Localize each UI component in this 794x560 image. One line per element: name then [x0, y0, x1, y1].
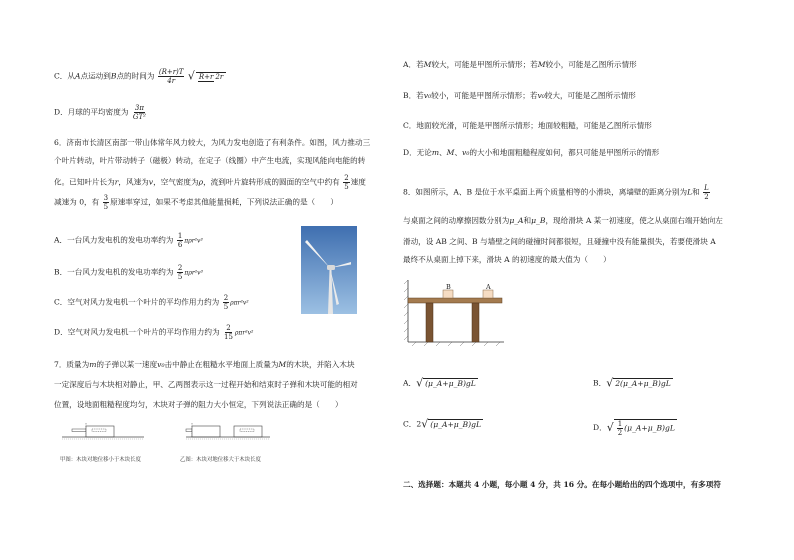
q8-option-c: C．2√ (μ_A+μ_B)gL — [403, 417, 481, 431]
q8-line-2: 与桌面之间的动摩擦因数分别为μ_A和μ_B，现给滑块 A 某一初速度，使之从桌面右端开始向左 — [403, 216, 723, 225]
fraction: $\frac{3\pi}{\text{GT²}}$ — [132, 104, 146, 121]
fraction: $\frac{(R+r)T}{4r}$ — [158, 68, 184, 85]
wind-turbine-photo — [301, 226, 357, 314]
q7-line-2: 一定深度后与木块相对静止，甲、乙两图表示这一过程开始和结束时子弹和木块可能的相对 — [54, 380, 358, 389]
q5-option-d: D．月球的平均密度为 $\frac{3\pi}{\text{GT²}}$ — [54, 104, 146, 121]
figure-yi — [184, 420, 274, 442]
fraction: $\frac{1}{6}$ — [177, 232, 183, 249]
q5-option-c: C．从A点运动到B点的时间为 $\frac{(R+r)T}{4r}$ √ R+r 2r — [54, 68, 227, 85]
q6-line-1: 6．济南市长清区南部一带山体常年风力较大，为风力发电创造了有利条件。如图，风力推动三 — [54, 138, 371, 147]
q8-line-3: 滑动，设 AB 之间、B 与墙壁之间的碰撞时间都很短，且碰撞中没有能量损失，若要使滑块 A — [403, 237, 716, 246]
q7-option-b: B．若v₀较小，可能是甲图所示情形；若v₀较大，可能是乙图所示情形 — [403, 91, 636, 100]
q7-option-a: A．若M较大，可能是甲图所示情形；若M较小，可能是乙图所示情形 — [403, 60, 637, 69]
section-2-heading: 二、选择题：本题共 4 小题，每小题 4 分，共 16 分。在每小题给出的四个选项中，有多项符 — [403, 480, 721, 489]
block-a-label: A — [486, 283, 491, 291]
caption-jia: 甲图：木块对地位移小于木块长度 — [60, 457, 141, 463]
fraction: $\frac{2}{5}$ — [344, 174, 349, 191]
q7-line-1: 7．质量为m的子弹以某一速度v₀击中静止在粗糙水平地面上质量为M的木块，并陷入木块 — [54, 360, 355, 369]
q8-option-a: A．√ (μ_A+μ_B)gL — [403, 376, 476, 390]
table-figure — [404, 276, 508, 346]
q8-option-d: D．√ $\frac{1}{2}$ (μ_A+μ_B)gL — [593, 420, 675, 437]
q8-line-4: 最终不从桌面上掉下来，滑块 A 的初速度的最大值为（ ） — [403, 255, 611, 264]
q6-line-2: 个叶片转动，叶片带动转子（磁极）转动，在定子（线圈）中产生电流，实现风能向电能的转 — [54, 156, 366, 165]
q8-option-b: B．√ 2(μ_A+μ_B)gL — [593, 376, 671, 390]
fraction: $\frac{2}{15}$ — [223, 324, 233, 341]
q6-option-a: A．一台风力发电机的发电功率约为 $\frac{1}{6}$ πρr²v³ — [54, 232, 203, 249]
fraction: $\frac{2}{5}$ — [223, 294, 229, 311]
q8-line-1: 8．如图所示，A、B 是位于水平桌面上两个质量相等的小滑块，离墙壁的距离分别为L和 $\frac{L}{2}$ — [403, 184, 709, 201]
q6-option-c: C．空气对风力发电机一个叶片的平均作用力约为 $\frac{2}{5}$ ρπr²v² — [54, 294, 249, 311]
fraction: $\frac{L}{2}$ — [704, 184, 709, 201]
fraction: $\frac{3}{5}$ — [103, 194, 109, 211]
q7-line-3: 位置，设地面粗糙程度均匀，木块对子弹的阻力大小恒定，下列说法正确的是（ ） — [54, 400, 343, 409]
q6-line-3: 化。已知叶片长为r，风速为v，空气密度为ρ，流到叶片旋转形成的圆面的空气中约有 $\frac{2}{5}$ 速度 — [54, 174, 366, 191]
sqrt-fraction: R+r 2r — [196, 72, 226, 81]
fraction: $\frac{2}{5}$ — [177, 264, 183, 281]
caption-yi: 乙图：木块对地位移大于木块长度 — [180, 457, 261, 463]
figure-jia — [58, 420, 148, 442]
q6-option-b: B．一台风力发电机的发电功率约为 $\frac{2}{5}$ πρr²v³ — [54, 264, 203, 281]
q7-option-c: C．地面较光滑，可能是甲图所示情形；地面较粗糙，可能是乙图所示情形 — [403, 121, 652, 130]
fraction: $\frac{1}{2}$ — [617, 420, 623, 437]
block-b-label: B — [446, 283, 451, 291]
q6-line-4: 减速为 0，有 $\frac{3}{5}$ 原速率穿过，如果不考虑其他能量损耗，下列说法正确的是（ ） — [54, 194, 338, 211]
q6-option-d: D．空气对风力发电机一个叶片的平均作用力约为 $\frac{2}{15}$ ρπr²v² — [54, 324, 254, 341]
q7-option-d: D．无论m、M、v₀的大小和地面粗糙程度如何，都只可能是甲图所示的情形 — [403, 148, 660, 157]
